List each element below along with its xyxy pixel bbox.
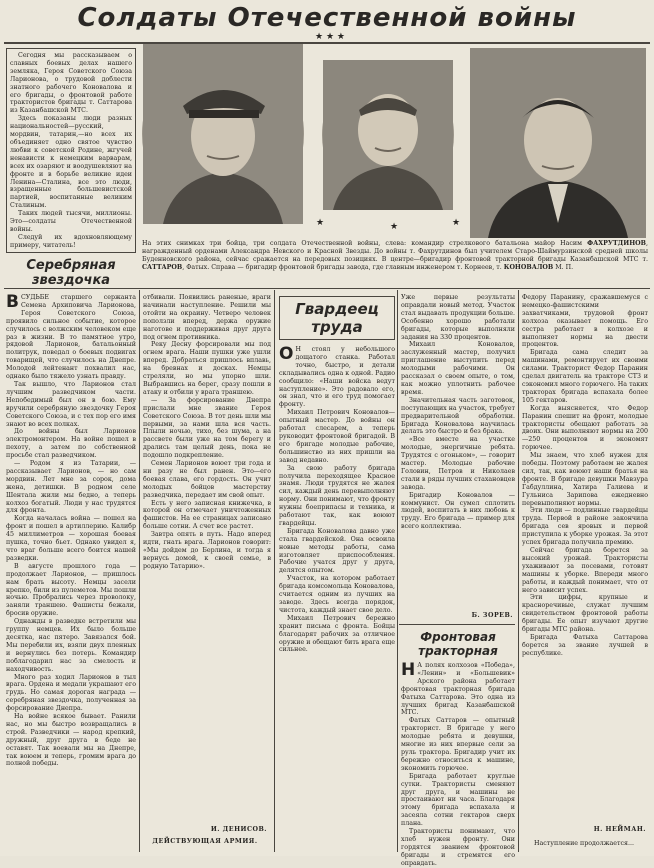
intro-paragraph: Сегодня мы рассказываем о славных боевых делах нашего земляка, Героя Советского Союза Ларионова, о трудовой доблести знатного рабочего Коновалова и его бригады, о фронтовой работе трактористов бригады т. Саттарова из Казанбашской МТС. <box>10 52 132 115</box>
article-paragraph: Фатых Саттаров — опытный тракторист. В бригаде у него молодые ребята и девушки, многие из них впервые сели за руль трактора. Бригадир учит их бережно относиться к машине, экономить горючее. <box>401 717 515 772</box>
article-silver-column-2 <box>143 294 271 806</box>
article-paragraph: Мы знаем, что хлеб нужен для победы. Поэтому работаем не жалея сил, так, как воюют наши братья на фронте. В бригаде девушки Мавзура Габдуллина, Хатира Галиева и Гульниса Зарипова ежедневно перевыполняют нормы. <box>522 452 648 507</box>
article-silver-column-1 <box>6 294 136 854</box>
section-rule <box>4 288 650 289</box>
column-rule <box>397 290 398 852</box>
masthead-stars: ★ ★ ★ <box>315 32 345 42</box>
article-paragraph: отбивали. Появились раненые, враги начинали наступление. Решили мы отойти на окраину. Четверо человек поползли вперед, держа оружие наготове и поддерживая друг друга под огнем противника. <box>143 294 271 341</box>
unit-line: ДЕЙСТВУЮЩАЯ АРМИЯ. <box>152 838 258 845</box>
article-paragraph: Так вышло, что Ларионов стал лучшим разведчиком части. Непобедимый был он в бою. Ему вручили серебряную звездочку Героя Советского Союза, и с тех пор его имя знают во всех полках. <box>6 380 136 428</box>
article-paragraph: Семен Ларионов воюет три года и ни разу не был ранен. Это—его боевая слава, его гордость. Он учит молодых бойцов мастерству разведчика, передает им свой опыт. <box>143 460 271 499</box>
column-rule <box>139 290 140 852</box>
photo-caption <box>142 240 648 272</box>
article-paragraph: Значительная часть заготовок, поступающих на участок, требует предварительной обработки. Бригада Коновалова научилась делать это быстро и без брака. <box>401 396 516 436</box>
article-paragraph: — За форсирование Днепра прислали мне звание Героя Советского Союза. В тот день шли мы первыми, за нами шла вся часть. Плыли ночью, тихо, без шума, а на рассвете были уже на том берегу и дрались там целый день, пока не подошло подкрепление. <box>143 396 271 460</box>
headline-silver-star: Серебряная звездочка <box>26 258 116 288</box>
signature-denisov: И. ДЕНИСОВ. <box>210 826 267 833</box>
star-decoration: ★ <box>452 218 461 228</box>
article-right-column <box>522 294 648 822</box>
article-paragraph: ВСУДЬБЕ старшего сержанта Семена Архиповича Ларионова, Героя Советского Союза, проявило сильное событие, которое случилось с волжским человеком еще раз в жизни. В то памятное утро, рядовой Ларионов, батальонный политрук, поведал о боевых подвигах товарищей, что случилось на Днепре. Молодой лейтенант похвалил нас, однако было тяжело узнать правду. <box>6 292 136 381</box>
caption-text: , Фатых. Справа — бригадир фронтовой бригады завода, где главным инженером т. Корнеев, т. <box>182 264 504 271</box>
caption-name-sattarov: САТТАРОВ <box>142 264 183 271</box>
caption-text: , награжденный орденами Александра Невского и Красной Звезды. До войны т. Фахрутдинов был учителем Старо-Шаймурзинской средней школы Буденновского района, сейчас сражается на передовых позициях. В центре—бригадир фронтовой тракторной бригады Казанбашской МТС т. <box>142 240 648 263</box>
article-paragraph: Бригада Коновалова давно уже стала гвардейской. Она освоила новые методы работы, сама изготовляет приспособления. Рабочие учатся друг у друга, делятся опытом. <box>279 527 395 575</box>
article-paragraph: Когда началась война — пошел на фронт и пошел в артиллерию. Калибр 45 миллиметров — хорошая боевая пушка, точно бьет. Однако увидел я, что враг больше всего боится нашей разведки. <box>6 515 136 562</box>
article-paragraph: Михаил Коновалов, заслуженный мастер, получил приглашение выступить перед молодыми рабочими. Он рассказал о своем опыте, о том, как можно уплотнить рабочее время. <box>401 341 515 396</box>
article-paragraph: Эти цифры, крупные и красноречивые, служат лучшим свидетельством фронтовой работы бригады. Ее опыт изучают другие бригады МТС района. <box>522 594 648 634</box>
article-paragraph: Реку Десну форсировали мы под огнем врага. Наши пушки уже ушли вперед. Добраться пришлось вплавь, на бревнах и досках. Немцы стреляли, но мы упорно шли. Выбравшись на берег, сразу пошли в атаку и отбили у врага траншею. <box>143 341 271 396</box>
intro-paragraph: Таких людей тысячи, миллионы. Это—солдаты Отечественной войны. <box>10 210 132 233</box>
article-paragraph: До войны был Ларионов электромонтером. На войне пошел в пехоту, а затем по собственной просьбе стал разведчиком. <box>6 428 136 460</box>
article-guard-column-1 <box>279 346 395 820</box>
headline-guard-of-labor: Гвардеец труда <box>295 300 379 336</box>
article-paragraph: Когда выясняется, что Федор Паранин спешит на фронт, молодые трактористы обещают работать за двоих. Они выполняют нормы на 200—250 процентов и экономят горючее. <box>522 404 648 452</box>
article-paragraph: О Н стоял у небольшого дощатого станка. Работал точно, быстро, и детали складывались одна к одной. Радио сообщило: «Наши войска ведут наступление». Это радовало его, он знал, что и его труд помогает фронту. <box>279 344 395 409</box>
article-paragraph: Эти люди — подлинные гвардейцы труда. Первой в районе закончила бригада сев яровых и первой приступила к уборке урожая. За этот успех бригада получила премию. <box>522 507 648 547</box>
masthead-title: Солдаты Отечественной войны <box>77 3 577 33</box>
caption-name-konovalov: КОНОВАЛОВ <box>503 264 554 271</box>
headline-guard-box <box>279 296 395 340</box>
article-paragraph: За свою работу бригада получила переходящее Красное знамя. Люди трудятся не жалея сил, каждый день перевыполняют норму. Они понимают, что фронту нужны боеприпасы и техника, и работают так, как воюют гвардейцы. <box>279 464 395 527</box>
article-paragraph: Есть у него записная книжечка, в которой он отмечает уничтоженных фашистов. На ее страницах записано больше сотни. А счет все растет. <box>143 499 271 531</box>
article-paragraph: Федору Паранину, сражавшемуся с немецко-фашистскими захватчиками, трудовой фронт колхоза оказывает помощь. Его сестра работает в колхозе и выполняет нормы на двести процентов. <box>522 294 648 349</box>
signature-zorev: Б. ЗОРЕВ. <box>471 612 513 619</box>
column-rule <box>518 290 519 852</box>
headline-front-tractor: Фронтовая тракторная <box>418 630 498 658</box>
caption-lead: На этих снимках три бойца, три солдата Отечественной войны, слева: командир стрелкового батальона майор Насим <box>142 240 588 247</box>
article-paragraph: «Все вместе на участке молодые, энергичные ребята. Трудятся с огоньком», — говорит мастер. Молодые рабочие Головин, Петров и Николаев стали в ряды лучших стахановцев завода. <box>401 436 515 491</box>
article-paragraph: Бригада Фатыха Саттарова борется за звание лучшей в республике. <box>522 633 648 657</box>
caption-name-fakhrutdinov: ФАХРУТДИНОВ <box>587 240 646 247</box>
intro-paragraph: Здесь показаны люди разных национальностей—русский, мордвин, татарин,—но всех их объединяет одно святое чувство любви к советской Родине, жгучей ненависти к немецким варварам, всех их озаряют и воодушевляют на фронте и в борьбе великие идеи Ленина—Сталина, все это люди, взращенные большевистской партией, воспитанные великим Сталиным. <box>10 115 132 210</box>
article-paragraph: Михаил Петрович бережно хранит письма с фронта. Бойцы благодарят рабочих за отличное оружие и обещают бить врага еще сильнее. <box>279 614 395 654</box>
portrait-worker-image <box>470 48 646 238</box>
intro-paragraph: Следуй их вдохновляющему примеру, читатель! <box>10 233 132 249</box>
portrait-tractorist-image <box>322 60 454 210</box>
article-paragraph: Бригада сама следит за машинами, ремонтирует их своими силами. Тракторист Федор Паранин сделал двигатель на тракторе СТЗ и сэкономил много горючего. На таких тракторах бригада вспахала более 105 гектаров. <box>522 349 648 404</box>
photo-konovalov <box>470 48 646 238</box>
article-paragraph: Трактористы понимают, что хлеб нужен фронту. Они гордятся званием фронтовой бригады и стремятся его оправдать. <box>401 828 515 867</box>
portrait-soldier-image <box>142 44 304 224</box>
article-paragraph: Сейчас бригада борется за высокий урожай. Трактористы ухаживают за посевами, готовят машины к уборке. Впереди много работы, и каждый понимает, что от него зависит успех. <box>522 547 648 594</box>
intro-box <box>6 48 136 253</box>
masthead-rule <box>4 42 650 44</box>
article-paragraph: Завтра опять в путь. Надо вперед идти, гнать врага. Ларионов говорит: «Мы дойдем до Берлина, и тогда я вернусь домой, к своей семье, в родную Татарию». <box>143 531 271 570</box>
article-paragraph: Н А полях колхозов «Победа», «Ленин» и «Большевик» Арского района работает фронтовая тракторная бригада Фатыха Саттарова. Это одна из лучших бригад Казанбашской МТС. <box>401 660 515 717</box>
article-guard-column-2 <box>401 294 515 612</box>
article-paragraph: Уже первые результаты оправдали новый метод. Участок стал выдавать продукции больше. Особенно хорошо работали бригады, которые выполняли задания на 330 процентов. <box>401 294 515 341</box>
section-rule <box>399 624 515 625</box>
article-paragraph: Участок, на котором работает бригада комсомольца Коновалова, считается одним из лучших на заводе. Здесь всегда порядок, чистота, каждый знает свое дело. <box>279 575 395 614</box>
article-paragraph: Бригадир Коновалов — коммунист. Он сумел сплотить людей, воспитать в них любовь к труду. Его бригада — пример для всего коллектива. <box>401 491 515 531</box>
caption-text: М. П. <box>553 264 574 271</box>
article-paragraph: Однажды в разведке встретили мы группу немцев. Их было больше десятка, нас пятеро. Завязался бой. Мы перебили их, взяли двух пленных и вернулись без потерь. Командир поблагодарил нас за смелость и находчивость. <box>6 618 136 673</box>
article-paragraph: — Родом я из Татарии, — рассказывает Ларионов, — но сам мордвин. Лет мне за сорок, дома жена, детишки. В родном селе Шентала жили мы бедно, а теперь колхоз богатый. Люди у нас трудятся для фронта. <box>6 460 136 515</box>
photo-sattarov <box>322 60 454 210</box>
continuation-note: Наступление продолжается... <box>534 840 634 847</box>
star-decoration: ★ <box>316 218 325 228</box>
article-paragraph: На войне всякое бывает. Ранили нас, но мы быстро возвращались в строй. Разведчики — народ крепкий, дружный, друг друга в беде не оставят. Так воевали мы на Днепре, так воюем и теперь, громим врага до полной победы. <box>6 713 136 768</box>
article-paragraph: Бригада работает круглые сутки. Трактористы сменяют друг друга, и машины не простаивают ни часа. Благодаря этому бригада вспахала и засеяла сотни гектаров сверх плана. <box>401 772 515 828</box>
article-paragraph: Михаил Петрович Коновалов—опытный мастер. До войны он работал слесарем, а теперь руководит фронтовой бригадой. В его бригаде молодые рабочие, большинство из них пришли на завод недавно. <box>279 409 395 464</box>
article-paragraph: Много раз ходил Ларионов в тыл врага. Ордена и медали украшают его грудь. Но самая дорогая награда — серебряная звездочка, полученная за форсирование Днепра. <box>6 673 136 713</box>
star-decoration: ★ <box>390 222 399 232</box>
article-paragraph: В августе прошлого года — продолжает Ларионов, — пришлось нам брать высоту. Немцы засели крепко, били из пулеметов. Мы пошли ночью. Пробрались через проволоку, заняли траншею. Фашисты бежали, бросив оружие. <box>6 562 137 618</box>
article-tractor-column <box>401 660 515 867</box>
photo-fakhrutdinov <box>142 44 304 224</box>
signature-neiman: Н. НЕЙМАН. <box>593 826 646 833</box>
column-rule <box>274 290 275 852</box>
